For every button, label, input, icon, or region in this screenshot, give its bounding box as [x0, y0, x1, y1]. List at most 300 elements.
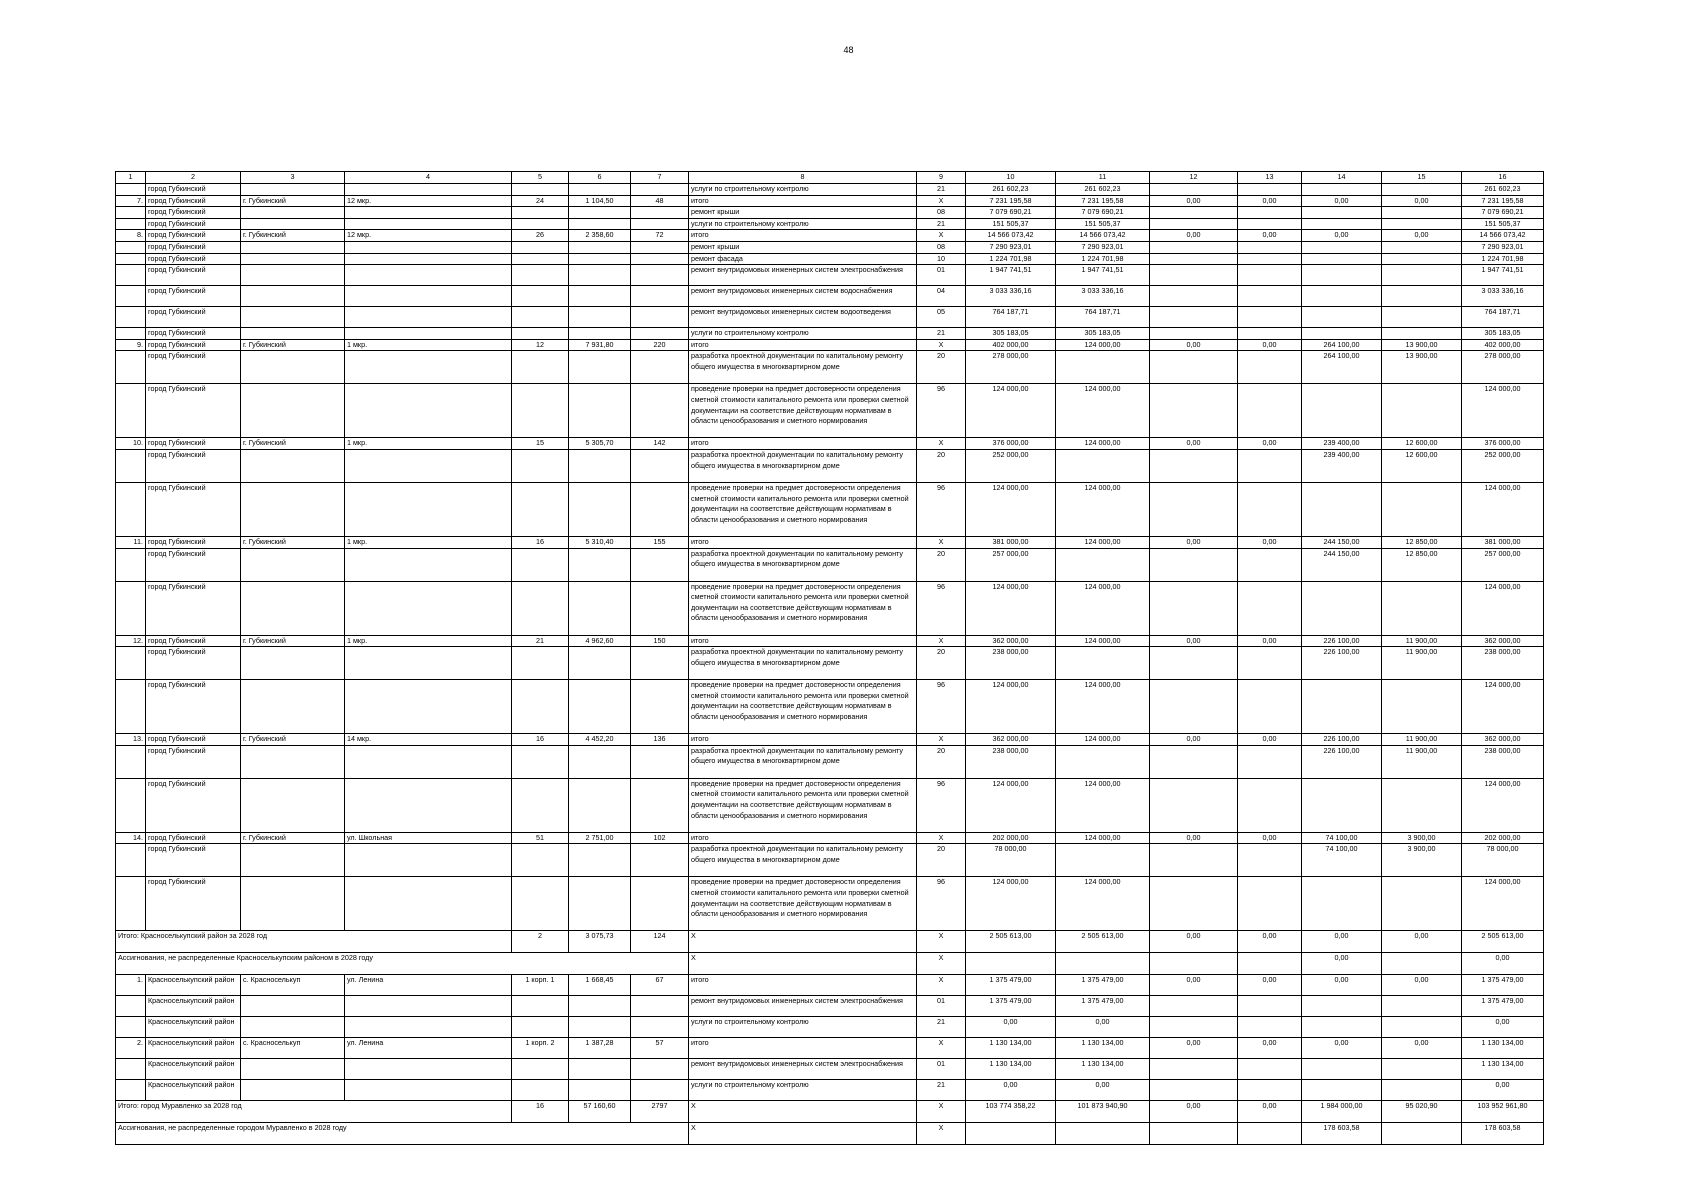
cell-c9: 20 — [917, 351, 966, 384]
cell-c6 — [569, 778, 631, 832]
table-row — [116, 734, 1544, 746]
cell-c4 — [345, 307, 512, 328]
cell-c11: 124 000,00 — [1056, 877, 1150, 931]
cell-c15: 13 900,00 — [1382, 339, 1462, 351]
cell-c5 — [512, 996, 569, 1017]
cell-c11: 124 000,00 — [1056, 536, 1150, 548]
cell-c14: 226 100,00 — [1302, 745, 1382, 778]
page-number: 48 — [843, 45, 854, 55]
cell-c11 — [1056, 844, 1150, 877]
cell-c14 — [1302, 680, 1382, 734]
cell-c15: 11 900,00 — [1382, 734, 1462, 746]
cell-c10: 362 000,00 — [966, 734, 1056, 746]
cell-c8: итого — [689, 1038, 917, 1059]
cell-c13 — [1238, 953, 1302, 975]
cell-c8: ремонт крыши — [689, 241, 917, 253]
cell-c12: 0,00 — [1150, 1101, 1238, 1123]
cell-c5 — [512, 207, 569, 219]
cell-c4: 1 мкр. — [345, 635, 512, 647]
cell-c15 — [1382, 253, 1462, 265]
cell-c15 — [1382, 581, 1462, 635]
cell-c4: 1 мкр. — [345, 339, 512, 351]
cell-c7 — [631, 1059, 689, 1080]
cell-c12 — [1150, 647, 1238, 680]
cell-c12: 0,00 — [1150, 635, 1238, 647]
cell-c13: 0,00 — [1238, 734, 1302, 746]
cell-c12: 0,00 — [1150, 230, 1238, 242]
cell-c14 — [1302, 253, 1382, 265]
cell-c9: X — [917, 635, 966, 647]
cell-c8: итого — [689, 195, 917, 207]
cell-c2: Красноселькупский район — [146, 1017, 241, 1038]
cell-c10: 0,00 — [966, 1017, 1056, 1038]
cell-c3 — [241, 647, 345, 680]
table-row — [116, 384, 1544, 438]
cell-c4 — [345, 1059, 512, 1080]
cell-c14: 74 100,00 — [1302, 844, 1382, 877]
cell-c8: итого — [689, 536, 917, 548]
cell-c1 — [116, 1017, 146, 1038]
cell-c14 — [1302, 384, 1382, 438]
column-header-3: 3 — [241, 172, 345, 184]
cell-c16: 1 224 701,98 — [1462, 253, 1544, 265]
cell-c11: 101 873 940,90 — [1056, 1101, 1150, 1123]
cell-c3: г. Губкинский — [241, 734, 345, 746]
cell-c5 — [512, 680, 569, 734]
cell-c9: 08 — [917, 207, 966, 219]
table-row — [116, 253, 1544, 265]
cell-c8: ремонт фасада — [689, 253, 917, 265]
cell-c10: 151 505,37 — [966, 218, 1056, 230]
column-header-4: 4 — [345, 172, 512, 184]
cell-c1 — [116, 351, 146, 384]
cell-c7 — [631, 253, 689, 265]
cell-c1 — [116, 307, 146, 328]
cell-c15 — [1382, 265, 1462, 286]
cell-c15: 12 850,00 — [1382, 536, 1462, 548]
cell-c15 — [1382, 877, 1462, 931]
cell-c2: город Губкинский — [146, 548, 241, 581]
cell-c4 — [345, 482, 512, 536]
cell-c13 — [1238, 996, 1302, 1017]
cell-c12 — [1150, 745, 1238, 778]
cell-c5 — [512, 844, 569, 877]
cell-c12 — [1150, 877, 1238, 931]
cell-c2: город Губкинский — [146, 328, 241, 340]
table-row — [116, 230, 1544, 242]
cell-c8: разработка проектной документации по капитальному ремонту общего имущества в многоквартирном доме — [689, 351, 917, 384]
cell-c12: 0,00 — [1150, 536, 1238, 548]
cell-c2: город Губкинский — [146, 536, 241, 548]
total-row — [116, 1101, 1544, 1123]
cell-c1: 2. — [116, 1038, 146, 1059]
cell-c16: 124 000,00 — [1462, 778, 1544, 832]
cell-c1 — [116, 844, 146, 877]
cell-c8: ремонт крыши — [689, 207, 917, 219]
cell-c2: город Губкинский — [146, 680, 241, 734]
cell-c10: 1 375 479,00 — [966, 975, 1056, 996]
cell-c4: ул. Ленина — [345, 1038, 512, 1059]
cell-c3 — [241, 253, 345, 265]
cell-c8: проведение проверки на предмет достоверности определения сметной стоимости капитального ремонта или проверки сметной документации на соответствие действующим нормативам в области ценообразования и сметного нормирования — [689, 877, 917, 931]
cell-c16: 103 952 961,80 — [1462, 1101, 1544, 1123]
cell-c4 — [345, 184, 512, 196]
cell-c11: 124 000,00 — [1056, 778, 1150, 832]
cell-c15: 3 900,00 — [1382, 844, 1462, 877]
cell-c11: 7 231 195,58 — [1056, 195, 1150, 207]
cell-c3 — [241, 548, 345, 581]
cell-c6 — [569, 1017, 631, 1038]
cell-c4 — [345, 778, 512, 832]
cell-c12 — [1150, 241, 1238, 253]
cell-c9: 21 — [917, 184, 966, 196]
cell-c10: 14 566 073,42 — [966, 230, 1056, 242]
cell-c6: 1 387,28 — [569, 1038, 631, 1059]
cell-c1 — [116, 877, 146, 931]
cell-c14: 264 100,00 — [1302, 339, 1382, 351]
table-row — [116, 536, 1544, 548]
cell-c7 — [631, 745, 689, 778]
cell-c13 — [1238, 745, 1302, 778]
cell-c11: 2 505 613,00 — [1056, 931, 1150, 953]
cell-c11: 14 566 073,42 — [1056, 230, 1150, 242]
cell-c3 — [241, 218, 345, 230]
cell-c14: 239 400,00 — [1302, 438, 1382, 450]
cell-c1: 11. — [116, 536, 146, 548]
cell-c15 — [1382, 218, 1462, 230]
cell-c8: разработка проектной документации по капитальному ремонту общего имущества в многоквартирном доме — [689, 647, 917, 680]
cell-c7 — [631, 184, 689, 196]
table-row — [116, 581, 1544, 635]
cell-c8: итого — [689, 734, 917, 746]
cell-c7 — [631, 218, 689, 230]
cell-c13 — [1238, 218, 1302, 230]
table-row — [116, 482, 1544, 536]
cell-c13: 0,00 — [1238, 339, 1302, 351]
cell-c16: 0,00 — [1462, 953, 1544, 975]
cell-c3 — [241, 778, 345, 832]
cell-c7 — [631, 482, 689, 536]
cell-c10: 305 183,05 — [966, 328, 1056, 340]
table-row — [116, 1059, 1544, 1080]
cell-c9: 01 — [917, 265, 966, 286]
cell-c11: 1 375 479,00 — [1056, 975, 1150, 996]
cell-c12: 0,00 — [1150, 832, 1238, 844]
cell-c1 — [116, 1080, 146, 1101]
cell-c13 — [1238, 548, 1302, 581]
cell-c7: 155 — [631, 536, 689, 548]
cell-c11: 1 224 701,98 — [1056, 253, 1150, 265]
cell-c16: 0,00 — [1462, 1017, 1544, 1038]
cell-c7: 220 — [631, 339, 689, 351]
cell-c2: город Губкинский — [146, 265, 241, 286]
cell-c1: 1. — [116, 975, 146, 996]
cell-c12 — [1150, 307, 1238, 328]
cell-c16: 124 000,00 — [1462, 877, 1544, 931]
cell-c14 — [1302, 328, 1382, 340]
cell-c5 — [512, 286, 569, 307]
cell-c3 — [241, 328, 345, 340]
cell-c13 — [1238, 265, 1302, 286]
cell-c6 — [569, 548, 631, 581]
cell-c13: 0,00 — [1238, 931, 1302, 953]
cell-c3 — [241, 482, 345, 536]
cell-c3 — [241, 1017, 345, 1038]
cell-c10: 124 000,00 — [966, 581, 1056, 635]
table-row — [116, 449, 1544, 482]
cell-c5: 26 — [512, 230, 569, 242]
cell-c2: Красноселькупский район — [146, 1038, 241, 1059]
cell-c9: X — [917, 734, 966, 746]
cell-c7: 136 — [631, 734, 689, 746]
cell-c8: ремонт внутридомовых инженерных систем электроснабжения — [689, 265, 917, 286]
cell-c10: 78 000,00 — [966, 844, 1056, 877]
cell-c4 — [345, 581, 512, 635]
cell-c13: 0,00 — [1238, 230, 1302, 242]
cell-c4: 1 мкр. — [345, 536, 512, 548]
cell-c6 — [569, 286, 631, 307]
cell-c4 — [345, 207, 512, 219]
cell-c7: 124 — [631, 931, 689, 953]
cell-c4 — [345, 265, 512, 286]
cell-c16: 1 375 479,00 — [1462, 975, 1544, 996]
cell-c14 — [1302, 207, 1382, 219]
column-header-14: 14 — [1302, 172, 1382, 184]
cell-c14 — [1302, 218, 1382, 230]
cell-c9: 20 — [917, 449, 966, 482]
cell-c14 — [1302, 1017, 1382, 1038]
table-row — [116, 832, 1544, 844]
cell-c12 — [1150, 184, 1238, 196]
cell-c13 — [1238, 253, 1302, 265]
cell-c2: Красноселькупский район — [146, 1059, 241, 1080]
cell-c15: 11 900,00 — [1382, 635, 1462, 647]
cell-c16: 1 947 741,51 — [1462, 265, 1544, 286]
cell-c16: 1 130 134,00 — [1462, 1038, 1544, 1059]
cell-c15: 0,00 — [1382, 195, 1462, 207]
cell-c12 — [1150, 207, 1238, 219]
cell-c13 — [1238, 207, 1302, 219]
cell-c10: 202 000,00 — [966, 832, 1056, 844]
cell-c4 — [345, 449, 512, 482]
cell-c12 — [1150, 449, 1238, 482]
cell-c16: 78 000,00 — [1462, 844, 1544, 877]
cell-c14: 244 150,00 — [1302, 548, 1382, 581]
cell-c15 — [1382, 307, 1462, 328]
column-header-2: 2 — [146, 172, 241, 184]
cell-c5 — [512, 351, 569, 384]
cell-c6 — [569, 328, 631, 340]
cell-c1: 9. — [116, 339, 146, 351]
cell-c5 — [512, 581, 569, 635]
cell-c12 — [1150, 253, 1238, 265]
cell-c2: город Губкинский — [146, 184, 241, 196]
cell-c12 — [1150, 328, 1238, 340]
cell-span6: Ассигнования, не распределенные Красноселькупским районом в 2028 году — [116, 953, 689, 975]
cell-c1 — [116, 328, 146, 340]
cell-c8: итого — [689, 438, 917, 450]
cell-c6 — [569, 647, 631, 680]
cell-c8: разработка проектной документации по капитальному ремонту общего имущества в многоквартирном доме — [689, 745, 917, 778]
cell-c6 — [569, 482, 631, 536]
cell-c10: 3 033 336,16 — [966, 286, 1056, 307]
cell-c2: город Губкинский — [146, 877, 241, 931]
cell-c8: проведение проверки на предмет достоверности определения сметной стоимости капитального ремонта или проверки сметной документации на соответствие действующим нормативам в области ценообразования и сметного нормирования — [689, 482, 917, 536]
cell-c14 — [1302, 996, 1382, 1017]
cell-c3 — [241, 286, 345, 307]
cell-c8: X — [689, 1123, 917, 1145]
cell-c3: с. Красноселькуп — [241, 1038, 345, 1059]
cell-c1 — [116, 184, 146, 196]
cell-c5 — [512, 548, 569, 581]
cell-c3: г. Губкинский — [241, 438, 345, 450]
total-row — [116, 931, 1544, 953]
cell-c7: 150 — [631, 635, 689, 647]
cell-c10: 1 130 134,00 — [966, 1038, 1056, 1059]
table-row — [116, 844, 1544, 877]
cell-c16: 7 290 923,01 — [1462, 241, 1544, 253]
cell-c12: 0,00 — [1150, 195, 1238, 207]
cell-c1: 7. — [116, 195, 146, 207]
cell-c13: 0,00 — [1238, 438, 1302, 450]
cell-c7 — [631, 286, 689, 307]
cell-c11: 0,00 — [1056, 1080, 1150, 1101]
cell-c1 — [116, 384, 146, 438]
cell-c16: 238 000,00 — [1462, 647, 1544, 680]
cell-c14 — [1302, 877, 1382, 931]
cell-c6 — [569, 745, 631, 778]
cell-c11: 124 000,00 — [1056, 339, 1150, 351]
cell-c6: 2 358,60 — [569, 230, 631, 242]
cell-c9: 21 — [917, 218, 966, 230]
cell-c1 — [116, 581, 146, 635]
table-row — [116, 745, 1544, 778]
cell-c16: 7 079 690,21 — [1462, 207, 1544, 219]
cell-c4 — [345, 351, 512, 384]
cell-c11: 261 602,23 — [1056, 184, 1150, 196]
table-row — [116, 195, 1544, 207]
cell-c5 — [512, 253, 569, 265]
cell-c6 — [569, 307, 631, 328]
cell-c5: 16 — [512, 734, 569, 746]
cell-c9: 96 — [917, 581, 966, 635]
cell-c8: проведение проверки на предмет достоверности определения сметной стоимости капитального ремонта или проверки сметной документации на соответствие действующим нормативам в области ценообразования и сметного нормирования — [689, 384, 917, 438]
cell-c16: 238 000,00 — [1462, 745, 1544, 778]
cell-c9: 08 — [917, 241, 966, 253]
cell-c1: 13. — [116, 734, 146, 746]
cell-c1 — [116, 778, 146, 832]
cell-c15 — [1382, 778, 1462, 832]
cell-c9: X — [917, 438, 966, 450]
cell-c12: 0,00 — [1150, 438, 1238, 450]
cell-c15 — [1382, 286, 1462, 307]
cell-c11: 1 130 134,00 — [1056, 1059, 1150, 1080]
cell-c15 — [1382, 241, 1462, 253]
cell-c3: г. Губкинский — [241, 230, 345, 242]
cell-c1 — [116, 241, 146, 253]
cell-c6 — [569, 351, 631, 384]
budget-table — [115, 171, 1544, 1145]
cell-span: Итого: город Муравленко за 2028 год — [116, 1101, 512, 1123]
cell-c9: 10 — [917, 253, 966, 265]
cell-c3 — [241, 1080, 345, 1101]
cell-c16: 376 000,00 — [1462, 438, 1544, 450]
cell-c13 — [1238, 351, 1302, 384]
cell-c10: 7 079 690,21 — [966, 207, 1056, 219]
cell-c13 — [1238, 1080, 1302, 1101]
cell-c3 — [241, 996, 345, 1017]
cell-c14 — [1302, 286, 1382, 307]
cell-c7: 72 — [631, 230, 689, 242]
cell-c3 — [241, 184, 345, 196]
cell-c13 — [1238, 449, 1302, 482]
cell-c14 — [1302, 184, 1382, 196]
cell-c4 — [345, 647, 512, 680]
table-row — [116, 1080, 1544, 1101]
cell-c9: 01 — [917, 996, 966, 1017]
cell-c5: 16 — [512, 1101, 569, 1123]
cell-c7 — [631, 778, 689, 832]
cell-c8: проведение проверки на предмет достоверности определения сметной стоимости капитального ремонта или проверки сметной документации на соответствие действующим нормативам в области ценообразования и сметного нормирования — [689, 680, 917, 734]
cell-c7 — [631, 384, 689, 438]
cell-c13 — [1238, 307, 1302, 328]
cell-c16: 1 130 134,00 — [1462, 1059, 1544, 1080]
cell-c4 — [345, 1080, 512, 1101]
cell-c9: X — [917, 953, 966, 975]
cell-c12 — [1150, 953, 1238, 975]
cell-c15: 11 900,00 — [1382, 745, 1462, 778]
cell-c15 — [1382, 953, 1462, 975]
cell-c15 — [1382, 996, 1462, 1017]
cell-c10: 764 187,71 — [966, 307, 1056, 328]
cell-c15: 0,00 — [1382, 975, 1462, 996]
cell-c12 — [1150, 384, 1238, 438]
column-header-8: 8 — [689, 172, 917, 184]
cell-c13: 0,00 — [1238, 1101, 1302, 1123]
cell-c5: 12 — [512, 339, 569, 351]
cell-c15 — [1382, 1059, 1462, 1080]
cell-c9: X — [917, 536, 966, 548]
cell-c14 — [1302, 581, 1382, 635]
cell-c4 — [345, 286, 512, 307]
table-row — [116, 184, 1544, 196]
table-row — [116, 635, 1544, 647]
cell-c1 — [116, 265, 146, 286]
cell-c14: 264 100,00 — [1302, 351, 1382, 384]
cell-c9: 20 — [917, 745, 966, 778]
cell-c9: 96 — [917, 384, 966, 438]
cell-c16: 381 000,00 — [1462, 536, 1544, 548]
cell-span6: Ассигнования, не распределенные городом Муравленко в 2028 году — [116, 1123, 689, 1145]
cell-c6 — [569, 877, 631, 931]
cell-c8: итого — [689, 635, 917, 647]
cell-c9: 20 — [917, 647, 966, 680]
cell-c14: 0,00 — [1302, 953, 1382, 975]
cell-c11: 124 000,00 — [1056, 734, 1150, 746]
cell-c10: 381 000,00 — [966, 536, 1056, 548]
cell-c1 — [116, 449, 146, 482]
cell-c5 — [512, 241, 569, 253]
cell-c14 — [1302, 265, 1382, 286]
table-row — [116, 996, 1544, 1017]
cell-c12: 0,00 — [1150, 1038, 1238, 1059]
cell-c8: проведение проверки на предмет достоверности определения сметной стоимости капитального ремонта или проверки сметной документации на соответствие действующим нормативам в области ценообразования и сметного нормирования — [689, 778, 917, 832]
cell-c15: 0,00 — [1382, 1038, 1462, 1059]
cell-c16: 1 375 479,00 — [1462, 996, 1544, 1017]
cell-c5 — [512, 265, 569, 286]
cell-c11: 3 033 336,16 — [1056, 286, 1150, 307]
cell-c6 — [569, 996, 631, 1017]
